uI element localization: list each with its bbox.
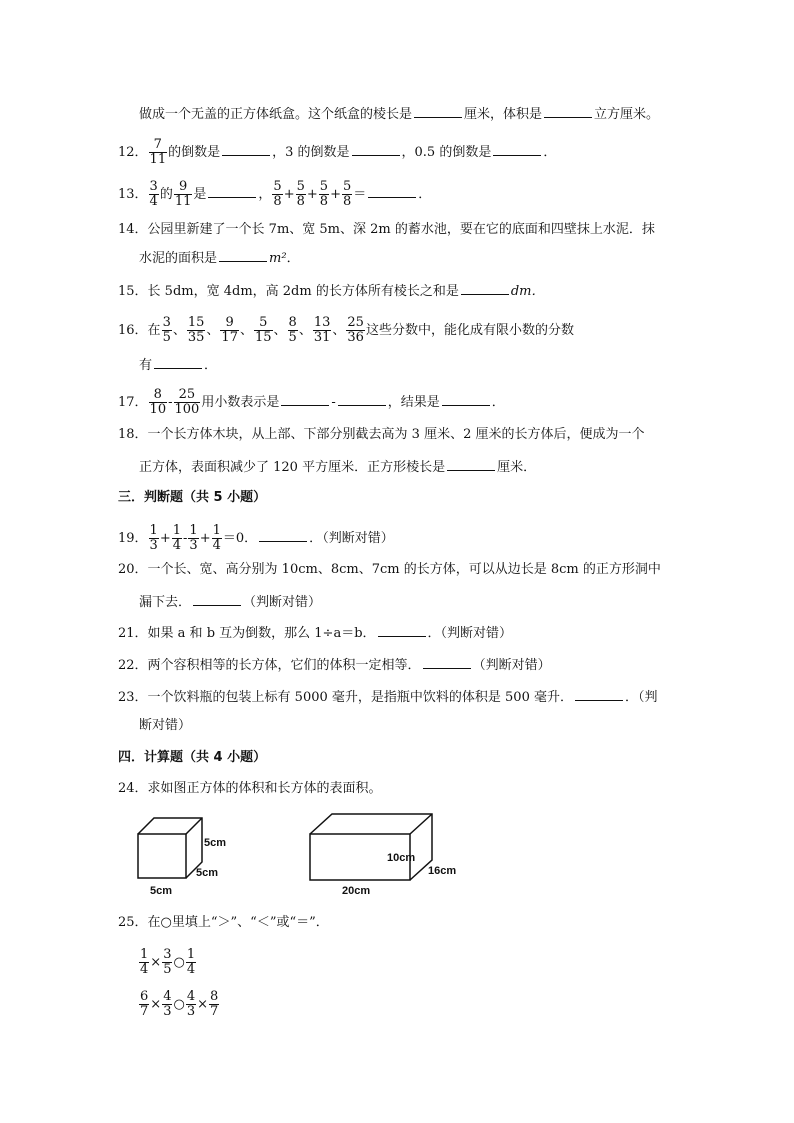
cube-width-label: 5cm (150, 885, 173, 897)
fraction: $\frac{7}{11}$ (149, 137, 167, 167)
cube-depth-label: 5cm (196, 867, 219, 879)
fraction: $\frac{8}{5}$ (288, 315, 297, 345)
question-number: 20． (118, 562, 148, 577)
fraction: $\frac{1}{4}$ (140, 947, 149, 977)
fraction: $\frac{5}{8}$ (273, 179, 282, 209)
question-number: 13． (118, 187, 148, 202)
question-number: 24． (118, 781, 148, 796)
question-number: 18． (118, 427, 148, 442)
answer-blank[interactable] (368, 183, 416, 198)
fraction: $\frac{25}{100}$ (174, 387, 200, 417)
answer-blank[interactable] (352, 141, 400, 156)
answer-blank[interactable] (208, 183, 256, 198)
question-14: 14．公园里新建了一个长 7m、宽 5m、深 2m 的蓄水池，要在它的底面和四壁抹上水泥．抹 (118, 222, 655, 237)
question-number: 12． (118, 145, 148, 160)
box-height-label: 10cm (387, 852, 416, 864)
question-number: 15． (118, 284, 148, 299)
fraction: $\frac{3}{5}$ (162, 315, 171, 345)
fraction: $\frac{8}{7}$ (210, 989, 219, 1019)
fraction: $\frac{6}{7}$ (140, 989, 149, 1019)
question-23-line2: 断对错） (139, 718, 192, 733)
answer-blank[interactable] (281, 391, 329, 406)
answer-blank[interactable] (222, 141, 270, 156)
answer-blank[interactable] (575, 686, 623, 701)
fraction: $\frac{4}{3}$ (186, 989, 196, 1019)
question-24: 24．求如图正方体的体积和长方体的表面积。 (118, 781, 382, 796)
answer-blank[interactable] (423, 654, 471, 669)
fraction: $\frac{4}{3}$ (163, 989, 172, 1019)
fraction: $\frac{1}{3}$ (189, 523, 198, 553)
compare-circle[interactable]: ○ (173, 997, 185, 1012)
question-number: 23． (118, 690, 148, 705)
answer-blank[interactable] (259, 527, 307, 542)
question-20: 20．一个长、宽、高分别为 10cm、8cm、7cm 的长方体，可以从边长是 8cm 的正方形洞中 (118, 562, 661, 577)
fraction: $\frac{13}{31}$ (313, 315, 331, 345)
question-23: 23．一个饮料瓶的包装上标有 5000 毫升，是指瓶中饮料的体积是 500 毫升． ．（判 (118, 686, 658, 708)
fraction: $\frac{15}{35}$ (187, 315, 205, 345)
question-17: 17． $\frac{8}{10}$ - $\frac{25}{100}$ 用小数表示是 - ，结果是 ． (118, 387, 505, 417)
question-number: 16． (118, 323, 148, 338)
q11-line (139, 103, 659, 125)
question-13: 13． $\frac{3}{4}$ 的 $\frac{9}{11}$ 是 ， $\frac{5}{8}$ + $\frac{5}{8}$ + $\frac{5}{8}$ + $\frac{5}{8}$ ＝ ． (118, 179, 432, 209)
question-16-line2: 有 ． (139, 354, 217, 376)
fraction: $\frac{1}{3}$ (149, 523, 158, 553)
question-18-line2: 正方体，表面积减少了 120 平方厘米．正方形棱长是 厘米． (139, 456, 536, 478)
section-heading: 三．判断题（共 5 小题） (118, 490, 267, 505)
q11-text-c: 立方厘米。 (594, 107, 660, 122)
answer-blank[interactable] (442, 391, 490, 406)
fraction: $\frac{25}{36}$ (347, 315, 364, 345)
fraction: $\frac{3}{4}$ (149, 179, 158, 209)
answer-blank[interactable] (193, 591, 241, 606)
solids-svg (130, 808, 470, 898)
question-21: 21．如果 a 和 b 互为倒数，那么 1÷a＝b． ．（判断对错） (118, 622, 512, 644)
question-number: 17． (118, 395, 148, 410)
question-12: 12． $\frac{7}{11}$ 的倒数是 ，3 的倒数是 ，0.5 的倒数是 ． (118, 137, 557, 167)
question-25: 25．在○里填上“＞”、“＜”或“＝”． (118, 915, 329, 930)
solids-figure (130, 808, 470, 898)
answer-blank[interactable] (461, 280, 509, 295)
question-16: 16．在 $\frac{3}{5}$ 、 $\frac{15}{35}$ 、 $\frac{9}{17}$ 、 $\frac{5}{15}$ 、 $\frac{8}{5}$ 、 $\frac{13}{31}$ 、 $\frac{25}{36}$ 这些分数中，能化成有限小数的分数 (118, 315, 574, 345)
question-number: 14． (118, 222, 148, 237)
question-15: 15．长 5dm，宽 4dm，高 2dm 的长方体所有棱长之和是 dm． (118, 280, 545, 302)
box-depth-label: 16cm (428, 865, 457, 877)
question-number: 25． (118, 915, 148, 930)
q11-text: 做成一个无盖的正方体纸盒。这个纸盒的棱长是 (139, 107, 413, 122)
answer-blank[interactable] (414, 103, 462, 118)
answer-blank[interactable] (447, 456, 495, 471)
question-number: 19． (118, 531, 148, 546)
question-number: 22． (118, 658, 148, 673)
fraction: $\frac{1}{4}$ (172, 523, 182, 553)
fraction: $\frac{8}{10}$ (149, 387, 167, 417)
fraction: $\frac{5}{8}$ (342, 179, 352, 209)
cuboid-shape (310, 814, 432, 880)
question-19: 19． $\frac{1}{3}$ + $\frac{1}{4}$ - $\frac{1}{3}$ + $\frac{1}{4}$ ＝0． ．（判断对错） (118, 523, 394, 553)
section-heading: 四．计算题（共 4 小题） (118, 750, 267, 765)
box-width-label: 20cm (342, 885, 371, 897)
question-18: 18．一个长方体木块，从上部、下部分别截去高为 3 厘米、2 厘米的长方体后，便成为一个 (118, 427, 645, 442)
fraction: $\frac{1}{4}$ (186, 947, 196, 977)
cube-shape (138, 818, 202, 878)
fraction: $\frac{9}{17}$ (221, 315, 238, 345)
q11-text-b: 厘米，体积是 (464, 107, 543, 122)
fraction: $\frac{5}{8}$ (296, 179, 305, 209)
answer-blank[interactable] (544, 103, 592, 118)
compare-row-1: $\frac{1}{4}$ × $\frac{3}{5}$ ○ $\frac{1}{4}$ (140, 947, 196, 977)
fraction: $\frac{5}{8}$ (319, 179, 329, 209)
fraction: $\frac{5}{15}$ (254, 315, 272, 345)
cube-height-label: 5cm (204, 837, 227, 849)
fraction: $\frac{3}{5}$ (163, 947, 172, 977)
fraction: $\frac{1}{4}$ (212, 523, 221, 553)
question-20-line2: 漏下去． （判断对错） (139, 591, 321, 613)
answer-blank[interactable] (154, 354, 202, 369)
fraction: $\frac{9}{11}$ (174, 179, 192, 209)
answer-blank[interactable] (493, 141, 541, 156)
compare-circle[interactable]: ○ (173, 955, 185, 970)
question-14-line2: 水泥的面积是 m²． (139, 247, 300, 269)
answer-blank[interactable] (219, 247, 267, 262)
answer-blank[interactable] (338, 391, 386, 406)
question-22: 22．两个容积相等的长方体，它们的体积一定相等． （判断对错） (118, 654, 551, 676)
compare-row-2: $\frac{6}{7}$ × $\frac{4}{3}$ ○ $\frac{4}{3}$ × $\frac{8}{7}$ (140, 989, 219, 1019)
answer-blank[interactable] (378, 622, 426, 637)
question-number: 21． (118, 626, 148, 641)
